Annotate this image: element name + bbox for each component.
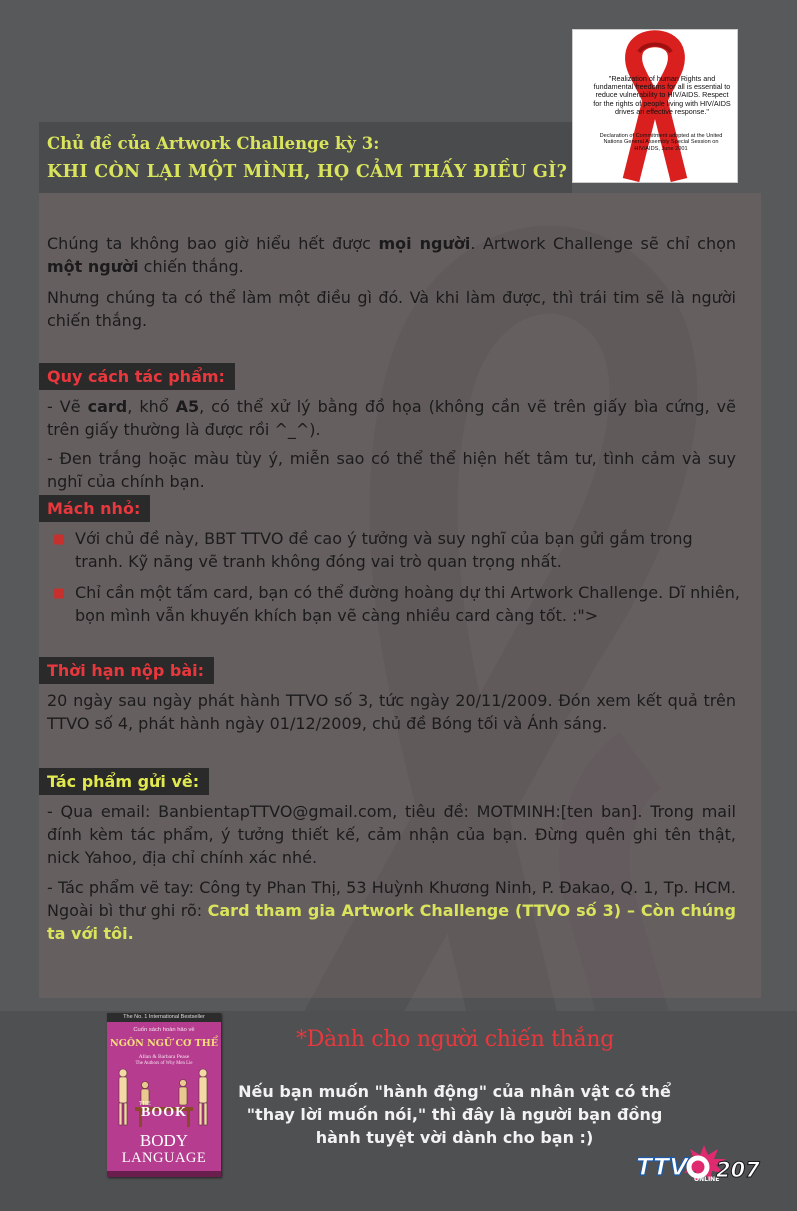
logo-brand-text: TTV	[636, 1153, 688, 1181]
tips-heading: Mách nhỏ:	[39, 495, 150, 522]
submit-heading: Tác phẩm gửi về:	[39, 768, 209, 795]
prize-description: Nếu bạn muốn "hành động" của nhân vật có thể "thay lời muốn nói," thì đây là người bạn đồng hành tuyệt vời dành cho bạn :)	[238, 1082, 671, 1147]
theme-label: Chủ đề của Artwork Challenge kỳ 3:	[47, 134, 380, 153]
body-language-book-cover	[107, 1013, 221, 1177]
tip-item-2: Chỉ cần một tấm card, bạn có thể đường hoàng dự thi Artwork Challenge. Dĩ nhiên, bọn mình vẫn khuyến khích bạn vẽ càng nhiều card càng tốt. :">	[75, 583, 740, 625]
bullet-icon: ■	[53, 532, 66, 547]
book-word: BOOK	[141, 1105, 188, 1120]
book-figures-illustration	[107, 1067, 221, 1131]
deadline-heading: Thời hạn nộp bài:	[39, 657, 214, 684]
tip-item-1: Với chủ đề này, BBT TTVO đề cao ý tưởng và suy nghĩ của bạn gửi gắm trong tranh. Kỹ năng vẽ tranh không đóng vai trò quan trọng nhất.	[75, 529, 693, 571]
spec-line-2: - Đen trắng hoặc màu tùy ý, miễn sao có thể thể hiện hết tâm tư, tình cảm và suy nghĩ của chính bạn.	[47, 449, 736, 491]
intro-paragraph-1: Chúng ta không bao giờ hiểu hết được mọi người. Artwork Challenge sẽ chỉ chọn một người chiến thắng.	[47, 234, 737, 276]
book-authors: Allan & Barbara Pease	[138, 1054, 190, 1060]
book-the-word: THE	[139, 1101, 151, 1107]
book-vietnamese-title: NGÔN NGỮ CƠ THỂ	[110, 1038, 218, 1049]
ttvo-online-logo	[634, 1141, 768, 1185]
poster-quote: "Realization of human Rights and fundamental freedoms for all is essential to reduce vulnerability to HIV/AIDS. Respect for the rights of people living with HIV/AIDS drives an effective response."	[593, 74, 731, 116]
book-byline: The Authors of Why Men Lie	[135, 1061, 193, 1066]
deadline-text: 20 ngày sau ngày phát hành TTVO số 3, tức ngày 20/11/2009. Đón xem kết quả trên TTVO số 4, phát hành ngày 01/12/2009, chủ đề Bóng tối và Ánh sáng.	[47, 691, 736, 733]
book-top-banner: The No. 1 International Bestseller	[107, 1013, 221, 1022]
spec-heading: Quy cách tác phẩm:	[39, 363, 235, 390]
submit-mail-line: - Tác phẩm vẽ tay: Công ty Phan Thị, 53 Huỳnh Khương Ninh, P. Đakao, Q. 1, Tp. HCM. Ngoài bì thư ghi rõ: Card tham gia Artwork Challenge (TTVO số 3) – Còn chúng ta với tôi.	[47, 878, 737, 943]
intro-paragraph-2: Nhưng chúng ta có thể làm một điều gì đó. Và khi làm được, thì trái tim sẽ là người chiến thắng.	[47, 288, 736, 330]
logo-issue-number: 207	[716, 1158, 760, 1182]
book-bottom-bar	[107, 1171, 221, 1177]
book-subtitle: Cuốn sách hoàn hảo về	[133, 1027, 195, 1033]
book-title-line-2: LANGUAGE	[121, 1150, 207, 1166]
submit-email-line: - Qua email: BanbientapTTVO@gmail.com, tiêu đề: MOTMINH:[ten ban]. Trong mail đính kèm tác phẩm, ý tưởng thiết kế, cảm nhận của bạn. Đừng quên ghi tên thật, nick Yahoo, địa chỉ chính xác nhé.	[47, 802, 736, 867]
poster-caption: Declaration of Commitment adopted at the United Nations General Assembly Special Session on HIV/AIDS, June 2001	[599, 133, 723, 152]
spec-line-1: - Vẽ card, khổ A5, có thể xử lý bằng đồ họa (không cần vẽ trên giấy bìa cứng, vẽ trên giấy thường là được rồi ^_^).	[47, 397, 736, 439]
prize-title: *Dành cho người chiến thắng	[296, 1027, 615, 1052]
theme-title: KHI CÒN LẠI MỘT MÌNH, HỌ CẢM THẤY ĐIỀU GÌ?	[47, 162, 568, 182]
logo-online-text: ONLINE	[694, 1176, 720, 1183]
book-title-line-1: BODY	[139, 1131, 189, 1150]
bullet-icon: ■	[53, 586, 66, 601]
hiv-aids-poster	[572, 29, 738, 183]
header-band	[39, 122, 572, 193]
